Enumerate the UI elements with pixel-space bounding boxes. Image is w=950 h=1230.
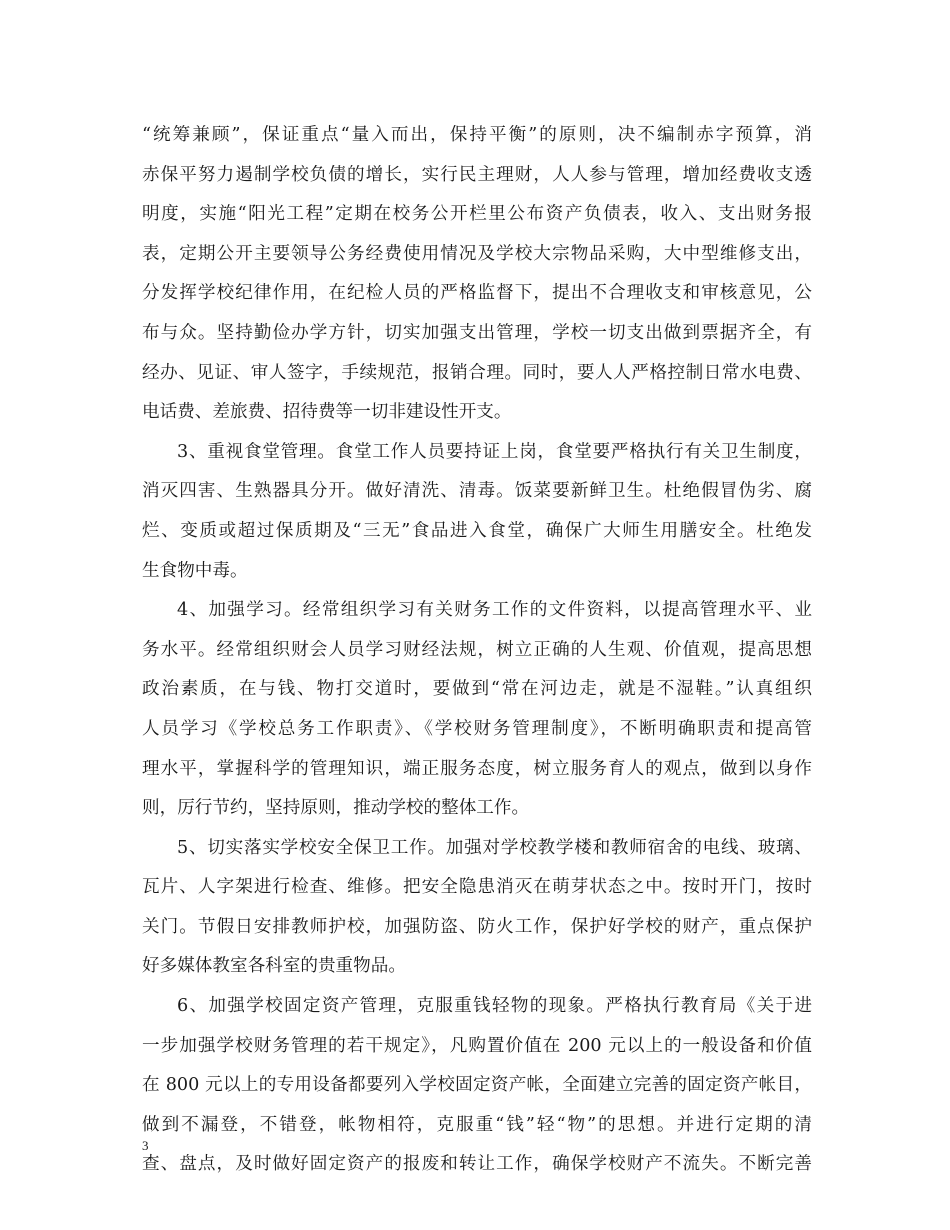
text-line: “统筹兼顾”，保证重点“量入而出，保持平衡”的原则，决不编制赤字预算，消 [142, 125, 812, 145]
text-line: 3、重视食堂管理。食堂工作人员要持证上岗，食堂要严格执行有关卫生制度， [177, 441, 812, 462]
text-line: 电话费、差旅费、招待费等一切非建设性开支。 [142, 402, 512, 423]
body-text [142, 116, 812, 1185]
text-line: 消灭四害、生熟器具分开。做好清洗、清毒。饭菜要新鲜卫生。杜绝假冒伪劣、腐 [142, 481, 812, 502]
text-line: 做到不漏登，不错登，帐物相符，克服重“钱”轻“物”的思想。并进行定期的清 [142, 1114, 812, 1135]
text-line: 分发挥学校纪律作用，在纪检人员的严格监督下，提出不合理收支和审核意见，公 [142, 283, 812, 304]
text-line: 4、加强学习。经常组织学习有关财务工作的文件资料，以提高管理水平、业 [177, 600, 812, 621]
text-line: 关门。节假日安排教师护校，加强防盗、防火工作，保护好学校的财产，重点保护 [142, 916, 812, 937]
text-line: 则，厉行节约，坚持原则，推动学校的整体工作。 [142, 798, 530, 819]
text-line: 烂、变质或超过保质期及“三无”食品进入食堂，确保广大师生用膳安全。杜绝发 [142, 520, 812, 541]
page-number: 3 [142, 1138, 149, 1153]
text-line: 人员学习《学校总务工作职责》、《学校财务管理制度》，不断明确职责和提高管 [142, 718, 812, 739]
text-line: 好多媒体教室各科室的贵重物品。 [142, 956, 406, 977]
text-line: 政治素质，在与钱、物打交道时，要做到“常在河边走，就是不湿鞋。”认真组织 [142, 679, 812, 700]
text-line: 经办、见证、审人签字，手续规范，报销合理。同时，要人人严格控制日常水电费、 [142, 362, 812, 383]
text-line: 查、盘点，及时做好固定资产的报废和转让工作，确保学校财产不流失。不断完善 [142, 1154, 812, 1175]
text-line: 务水平。经常组织财会人员学习财经法规，树立正确的人生观、价值观，提高思想 [142, 639, 812, 660]
text-line: 明度，实施“阳光工程”定期在校务公开栏里公布资产负债表，收入、支出财务报 [142, 204, 812, 225]
text-line: 生食物中毒。 [142, 560, 248, 581]
text-line: 理水平，掌握科学的管理知识，端正服务态度，树立服务育人的观点，做到以身作 [142, 758, 812, 779]
text-line: 布与众。坚持勤俭办学方针，切实加强支出管理，学校一切支出做到票据齐全，有 [142, 322, 812, 343]
text-line: 6、加强学校固定资产管理，克服重钱轻物的现象。严格执行教育局《关于进 [177, 996, 812, 1017]
text-line: 5、切实落实学校安全保卫工作。加强对学校教学楼和教师宿舍的电线、玻璃、 [177, 837, 812, 858]
text-line: 赤保平努力遏制学校负债的增长，实行民主理财，人人参与管理，增加经费收支透 [142, 164, 812, 185]
text-line: 瓦片、人字架进行检查、维修。把安全隐患消灭在萌芽状态之中。按时开门，按时 [142, 877, 812, 898]
text-line: 一步加强学校财务管理的若干规定》，凡购置价值在 200 元以上的一般设备和价值 [142, 1035, 812, 1056]
text-line: 在 800 元以上的专用设备都要列入学校固定资产帐，全面建立完善的固定资产帐目， [142, 1075, 812, 1096]
text-line: 表，定期公开主要领导公务经费使用情况及学校大宗物品采购，大中型维修支出， [142, 243, 812, 264]
